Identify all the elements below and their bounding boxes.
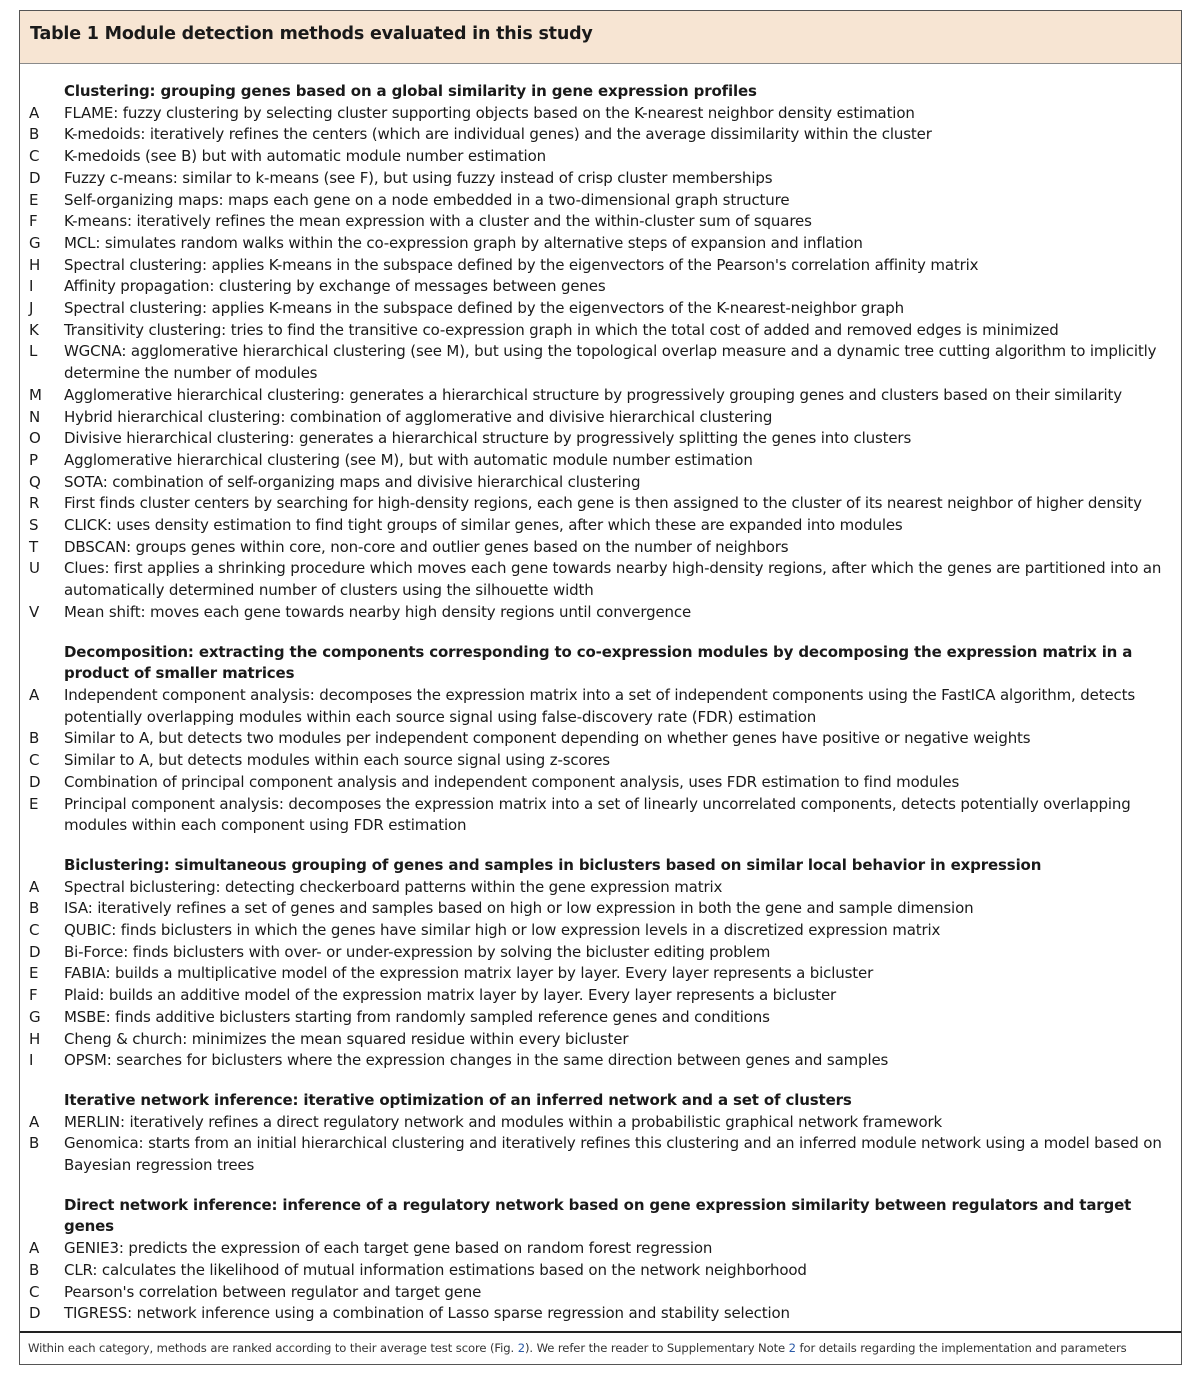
- method-row: [29, 1238, 1177, 1260]
- method-row: [29, 320, 1177, 342]
- method-description: K-means: iteratively refines the mean expression with a cluster and the within-cluster sum of squares: [64, 212, 812, 231]
- method-category: [29, 1090, 1177, 1177]
- method-description: K-medoids (see B) but with automatic module number estimation: [64, 147, 546, 166]
- method-row: [29, 341, 1177, 384]
- method-letter: S: [29, 516, 39, 535]
- table-title: Table 1 Module detection methods evaluated in this study: [30, 24, 593, 44]
- method-description: Divisive hierarchical clustering: generates a hierarchical structure by progressively splitting the genes into clusters: [64, 429, 912, 448]
- category-title: Direct network inference: inference of a regulatory network based on gene expression similarity between regulators and target genes: [64, 1195, 1132, 1236]
- method-letter: D: [29, 772, 41, 791]
- method-description: Similar to A, but detects two modules per independent component depending on whether genes have positive or negative weights: [64, 729, 1031, 748]
- method-letter: A: [29, 103, 40, 122]
- method-letter: B: [29, 125, 40, 144]
- table-body: [29, 81, 1177, 1343]
- method-description: FLAME: fuzzy clustering by selecting cluster supporting objects based on the K-nearest neighbor density estimation: [64, 103, 915, 122]
- method-letter: A: [29, 877, 40, 896]
- method-letter: P: [29, 450, 38, 469]
- method-letter: M: [29, 385, 42, 404]
- method-letter: D: [29, 1304, 41, 1323]
- method-row: [29, 537, 1177, 559]
- method-row: [29, 233, 1177, 255]
- method-description: Spectral clustering: applies K-means in the subspace defined by the eigenvectors of the Pearson's correlation affinity matrix: [64, 255, 979, 274]
- method-letter: A: [29, 685, 40, 704]
- method-description: Mean shift: moves each gene towards nearby high density regions until convergence: [64, 602, 692, 621]
- method-row: [29, 1112, 1177, 1134]
- footnote-text: for details regarding the implementation and parameters: [795, 1341, 1127, 1355]
- method-description: Spectral clustering: applies K-means in the subspace defined by the eigenvectors of the K-nearest-neighbor graph: [64, 299, 904, 318]
- method-row: [29, 794, 1177, 837]
- method-description: CLR: calculates the likelihood of mutual information estimations based on the network neighborhood: [64, 1260, 807, 1279]
- supplementary-note-link[interactable]: 2: [788, 1341, 796, 1355]
- method-row: [29, 685, 1177, 728]
- method-row: [29, 877, 1177, 899]
- method-row: [29, 385, 1177, 407]
- method-description: Hybrid hierarchical clustering: combination of agglomerative and divisive hierarchical clustering: [64, 407, 773, 426]
- method-letter: J: [29, 299, 34, 318]
- method-description: MCL: simulates random walks within the co-expression graph by alternative steps of expansion and inflation: [64, 233, 863, 252]
- method-letter: Q: [29, 472, 41, 491]
- method-row: [29, 1282, 1177, 1304]
- method-row: [29, 472, 1177, 494]
- method-description: DBSCAN: groups genes within core, non-core and outlier genes based on the number of neighbors: [64, 537, 789, 556]
- method-letter: I: [29, 277, 34, 296]
- method-description: Bi-Force: finds biclusters with over- or under-expression by solving the bicluster editing problem: [64, 942, 771, 961]
- method-row: [29, 1050, 1177, 1072]
- method-description: Transitivity clustering: tries to find the transitive co-expression graph in which the total cost of added and removed edges is minimized: [64, 320, 1059, 339]
- method-letter: L: [29, 342, 38, 361]
- method-letter: F: [29, 212, 38, 231]
- method-description: MSBE: finds additive biclusters starting from randomly sampled reference genes and conditions: [64, 1007, 770, 1026]
- table-frame: [19, 10, 1182, 1365]
- method-description: Principal component analysis: decomposes the expression matrix into a set of linearly uncorrelated components, detects potentially overlapping modules within each component using FDR estimation: [64, 794, 1131, 835]
- category-title: Clustering: grouping genes based on a global similarity in gene expression profiles: [64, 82, 757, 100]
- method-description: Agglomerative hierarchical clustering (see M), but with automatic module number estimation: [64, 450, 753, 469]
- method-row: [29, 920, 1177, 942]
- method-row: [29, 124, 1177, 146]
- method-category: [29, 855, 1177, 1072]
- method-category: [29, 81, 1177, 624]
- method-letter: B: [29, 729, 40, 748]
- method-row: [29, 450, 1177, 472]
- method-letter: F: [29, 986, 38, 1005]
- method-description: SOTA: combination of self-organizing maps and divisive hierarchical clustering: [64, 472, 641, 491]
- method-description: FABIA: builds a multiplicative model of the expression matrix layer by layer. Every layer represents a bicluster: [64, 964, 874, 983]
- method-letter: C: [29, 921, 40, 940]
- method-description: Genomica: starts from an initial hierarchical clustering and iteratively refines this clustering and an inferred module network using a model based on Bayesian regression trees: [64, 1134, 1162, 1175]
- method-row: [29, 898, 1177, 920]
- category-title: Biclustering: simultaneous grouping of genes and samples in biclusters based on similar local behavior in expression: [64, 855, 1042, 874]
- method-letter: D: [29, 168, 41, 187]
- method-letter: B: [29, 1134, 40, 1153]
- method-description: TIGRESS: network inference using a combination of Lasso sparse regression and stability selection: [64, 1304, 790, 1323]
- method-description: Fuzzy c-means: similar to k-means (see F), but using fuzzy instead of crisp cluster memberships: [64, 168, 773, 187]
- method-letter: G: [29, 1007, 41, 1026]
- method-row: [29, 255, 1177, 277]
- method-row: [29, 146, 1177, 168]
- footer-divider: [20, 1331, 1181, 1333]
- method-row: [29, 750, 1177, 772]
- method-row: [29, 276, 1177, 298]
- method-row: [29, 1007, 1177, 1029]
- method-row: [29, 558, 1177, 601]
- table-header: [20, 11, 1181, 64]
- method-letter: A: [29, 1239, 40, 1258]
- method-letter: C: [29, 147, 40, 166]
- method-letter: U: [29, 559, 40, 578]
- table-footnote: [28, 1341, 1175, 1355]
- method-row: [29, 963, 1177, 985]
- method-row: [29, 211, 1177, 233]
- method-letter: D: [29, 942, 41, 961]
- method-letter: A: [29, 1112, 40, 1131]
- method-letter: E: [29, 190, 39, 209]
- method-row: [29, 772, 1177, 794]
- method-row: [29, 1029, 1177, 1051]
- method-description: Plaid: builds an additive model of the expression matrix layer by layer. Every layer represents a bicluster: [64, 986, 837, 1005]
- category-title: Iterative network inference: iterative optimization of an inferred network and a set of clusters: [64, 1090, 852, 1109]
- footnote-text: ). We refer the reader to Supplementary Note: [524, 1341, 789, 1355]
- method-description: Self-organizing maps: maps each gene on a node embedded in a two-dimensional graph structure: [64, 190, 790, 209]
- method-letter: R: [29, 494, 40, 513]
- category-title: Decomposition: extracting the components corresponding to co-expression modules by decomposing the expression matrix in a product of smaller matrices: [64, 642, 1133, 683]
- method-letter: C: [29, 751, 40, 770]
- method-row: [29, 168, 1177, 190]
- method-description: Independent component analysis: decomposes the expression matrix into a set of independent components using the FastICA algorithm, detects potentially overlapping modules within each source signal using false-discovery rate (FDR) estimation: [64, 685, 1136, 726]
- method-description: Affinity propagation: clustering by exchange of messages between genes: [64, 277, 606, 296]
- method-description: Similar to A, but detects modules within each source signal using z-scores: [64, 751, 610, 770]
- method-row: [29, 428, 1177, 450]
- method-description: Clues: first applies a shrinking procedure which moves each gene towards nearby high-density regions, after which the genes are partitioned into an automatically determined number of clusters using the silhouette width: [64, 559, 1162, 600]
- method-category: [29, 1195, 1177, 1325]
- method-letter: H: [29, 255, 41, 274]
- method-row: [29, 985, 1177, 1007]
- method-letter: B: [29, 899, 40, 918]
- method-description: MERLIN: iteratively refines a direct regulatory network and modules within a probabilistic graphical network framework: [64, 1112, 943, 1131]
- method-letter: K: [29, 320, 39, 339]
- method-row: [29, 493, 1177, 515]
- method-row: [29, 103, 1177, 125]
- method-row: [29, 1133, 1177, 1176]
- method-letter: B: [29, 1260, 40, 1279]
- method-description: First finds cluster centers by searching for high-density regions, each gene is then assigned to the cluster of its nearest neighbor of higher density: [64, 494, 1142, 513]
- method-letter: O: [29, 429, 41, 448]
- figure-reference-link[interactable]: 2: [517, 1341, 525, 1355]
- method-description: WGCNA: agglomerative hierarchical clustering (see M), but using the topological overlap measure and a dynamic tree cutting algorithm to implicitly determine the number of modules: [64, 342, 1157, 383]
- method-letter: G: [29, 233, 41, 252]
- method-row: [29, 298, 1177, 320]
- method-description: ISA: iteratively refines a set of genes and samples based on high or low expression in both the gene and sample dimension: [64, 899, 974, 918]
- method-description: GENIE3: predicts the expression of each target gene based on random forest regression: [64, 1239, 713, 1258]
- method-description: Cheng & church: minimizes the mean squared residue within every bicluster: [64, 1029, 629, 1048]
- method-letter: V: [29, 602, 40, 621]
- footnote-text: Within each category, methods are ranked according to their average test score (Fig.: [28, 1341, 518, 1355]
- method-letter: C: [29, 1282, 40, 1301]
- method-row: [29, 190, 1177, 212]
- method-description: CLICK: uses density estimation to find tight groups of similar genes, after which these are expanded into modules: [64, 516, 903, 535]
- method-description: Pearson's correlation between regulator and target gene: [64, 1282, 482, 1301]
- method-row: [29, 407, 1177, 429]
- method-row: [29, 728, 1177, 750]
- method-letter: I: [29, 1051, 34, 1070]
- method-description: OPSM: searches for biclusters where the expression changes in the same direction between genes and samples: [64, 1051, 889, 1070]
- method-row: [29, 942, 1177, 964]
- method-description: Agglomerative hierarchical clustering: generates a hierarchical structure by progressively grouping genes and clusters based on their similarity: [64, 385, 1122, 404]
- method-description: QUBIC: finds biclusters in which the genes have similar high or low expression levels in a discretized expression matrix: [64, 921, 941, 940]
- method-row: [29, 515, 1177, 537]
- method-description: K-medoids: iteratively refines the centers (which are individual genes) and the average dissimilarity within the cluster: [64, 125, 932, 144]
- method-row: [29, 1260, 1177, 1282]
- method-description: Combination of principal component analysis and independent component analysis, uses FDR estimation to find modules: [64, 772, 960, 791]
- method-letter: E: [29, 794, 39, 813]
- method-letter: E: [29, 964, 39, 983]
- method-letter: N: [29, 407, 41, 426]
- method-letter: H: [29, 1029, 41, 1048]
- method-row: [29, 1303, 1177, 1325]
- method-letter: T: [29, 537, 39, 556]
- method-description: Spectral biclustering: detecting checkerboard patterns within the gene expression matrix: [64, 877, 723, 896]
- method-row: [29, 602, 1177, 624]
- method-category: [29, 642, 1177, 837]
